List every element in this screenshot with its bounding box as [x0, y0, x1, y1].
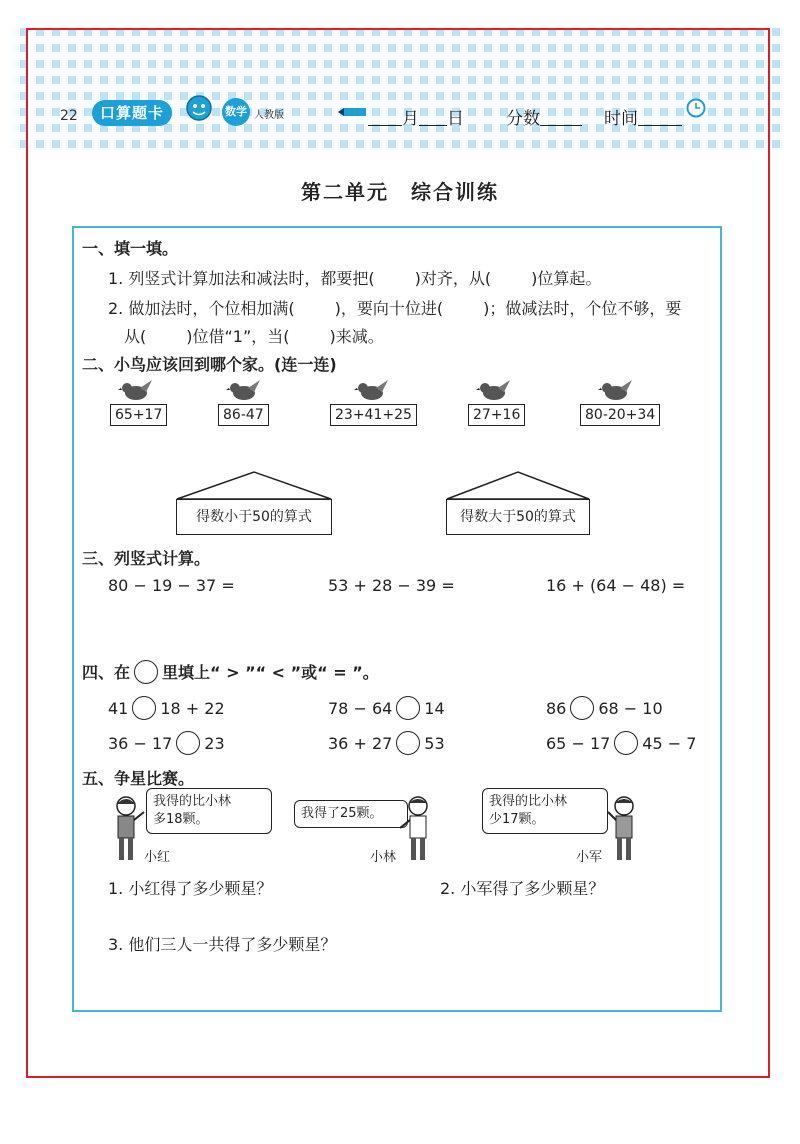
bird-expression[interactable]: 65+17 [110, 404, 167, 426]
compare-item: 78 − 64 14 [328, 696, 445, 720]
compare-circle[interactable] [396, 731, 420, 755]
compare-item: 86 68 − 10 [546, 696, 663, 720]
kid-name: 小林 [370, 850, 397, 865]
mascot-icon [182, 92, 216, 126]
circle-icon [134, 660, 158, 684]
compare-circle[interactable] [132, 696, 156, 720]
speech-bubble-xiaojun: 我得的比小林 少17颗。 [482, 788, 608, 834]
s1-question-2-cont: 从( )位借“1”，当( )来减。 [124, 327, 384, 346]
bird-icon [476, 378, 512, 402]
section-4-heading: 四、在 里填上“ > ”“ < ”或“ = ”。 [82, 660, 379, 684]
s1-question-2: 2. 做加法时，个位相加满( )，要向十位进( )；做减法时，个位不够，要 [108, 299, 682, 318]
vertical-problem: 16 + (64 − 48) = [546, 576, 686, 595]
bird-icon [226, 378, 262, 402]
speech-bubble-xiaolin: 我得了25颗。 [294, 800, 408, 828]
score-blank[interactable] [540, 111, 582, 126]
compare-circle[interactable] [570, 696, 594, 720]
s5-question-2: 2. 小军得了多少颗星？ [440, 879, 605, 898]
bird-icon [598, 378, 634, 402]
month-blank[interactable] [368, 111, 402, 126]
day-blank[interactable] [419, 111, 447, 126]
house-left[interactable] [176, 470, 332, 536]
kid-name: 小军 [576, 850, 603, 865]
speech-bubble-xiaohong: 我得的比小林 多18颗。 [146, 788, 272, 834]
time-blank[interactable] [638, 111, 682, 126]
house-roof [176, 470, 332, 500]
time-field: 时间 [604, 104, 682, 129]
compare-item: 65 − 17 45 − 7 [546, 731, 696, 755]
vertical-problem: 80 − 19 − 37 = [108, 576, 235, 595]
bird-expression[interactable]: 80-20+34 [580, 404, 660, 426]
bird-expression[interactable]: 86-47 [218, 404, 269, 426]
boy-icon [398, 794, 438, 866]
house-right[interactable] [446, 470, 590, 536]
s1-question-1: 1. 列竖式计算加法和减法时，都要把( )对齐，从( )位算起。 [108, 269, 602, 288]
compare-item: 36 + 27 53 [328, 731, 445, 755]
bird-expression[interactable]: 23+41+25 [330, 404, 417, 426]
compare-item: 36 − 17 23 [108, 731, 225, 755]
bird-icon [118, 378, 154, 402]
house-right-label: 得数大于50的算式 [446, 499, 590, 535]
girl-icon [106, 794, 146, 866]
house-roof [446, 470, 590, 500]
date-field: 月 日 [368, 104, 464, 129]
s5-question-3: 3. 他们三人一共得了多少颗星？ [108, 935, 337, 954]
section-2-heading: 二、小鸟应该回到哪个家。(连一连) [82, 355, 337, 374]
logo: 口算题卡 [92, 100, 172, 126]
page-title: 第二单元 综合训练 [301, 180, 499, 204]
kid-name: 小红 [144, 850, 171, 865]
section-3-heading: 三、列竖式计算。 [82, 549, 211, 568]
score-field: 分数 [506, 104, 582, 129]
clock-icon [686, 98, 706, 118]
subject-badge: 数学 [222, 98, 250, 126]
section-5-heading: 五、争星比赛。 [82, 769, 195, 788]
compare-circle[interactable] [176, 731, 200, 755]
vertical-problem: 53 + 28 − 39 = [328, 576, 455, 595]
bird-expression[interactable]: 27+16 [468, 404, 525, 426]
boy-icon [604, 794, 644, 866]
compare-circle[interactable] [396, 696, 420, 720]
compare-item: 41 18 + 22 [108, 696, 225, 720]
section-1-heading: 一、填一填。 [82, 239, 179, 258]
bird-icon [354, 378, 390, 402]
s5-question-1: 1. 小红得了多少颗星？ [108, 879, 273, 898]
house-left-label: 得数小于50的算式 [176, 499, 332, 535]
edition-label: 人教版 [254, 110, 284, 121]
compare-circle[interactable] [614, 731, 638, 755]
pencil-icon [338, 108, 366, 116]
page-number: 22 [60, 108, 78, 124]
